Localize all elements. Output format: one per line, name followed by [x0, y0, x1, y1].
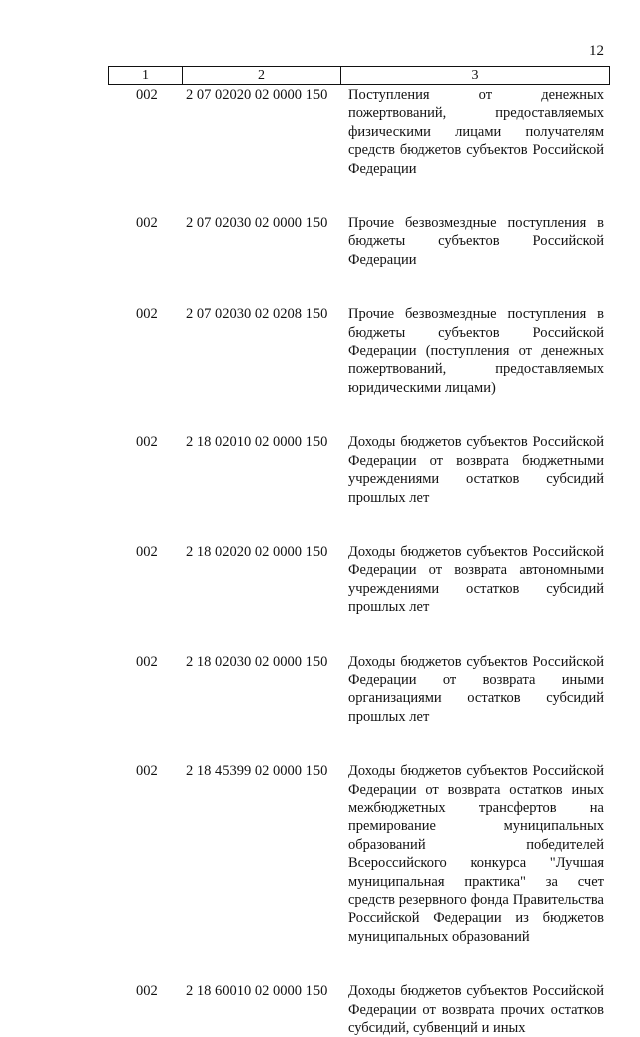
description-cell: Доходы бюджетов субъектов Российской Федерации от возврата автономными учреждениями остатков субсидий прошлых лет: [348, 543, 604, 616]
admin-code-cell: 002: [136, 983, 158, 1000]
table-row: [0, 982, 640, 1037]
description-cell: Доходы бюджетов субъектов Российской Федерации от возврата прочих остатков субсидий, субвенций и иных: [348, 983, 604, 1037]
description-cell: Доходы бюджетов субъектов Российской Федерации от возврата остатков иных межбюджетных трансфертов на премирование муниципальных образований победителей Всероссийского конкурса "Лучшая муниципальная практика" за счет средств резервного фонда Правительства Российской Федерации из бюджетов муниципальных образований: [348, 763, 604, 945]
table-row: [0, 543, 640, 617]
table-row: [0, 433, 640, 507]
admin-code-cell: 002: [136, 215, 158, 232]
admin-code-cell: 002: [136, 434, 158, 451]
table-row: [0, 305, 640, 397]
table-body: [0, 86, 640, 1037]
description-cell: Прочие безвозмездные поступления в бюджеты субъектов Российской Федерации (поступления от денежных пожертвований, предоставляемых юридическими лицами): [348, 306, 604, 396]
description-cell: Доходы бюджетов субъектов Российской Федерации от возврата иными организациями остатков субсидий прошлых лет: [348, 653, 604, 725]
admin-code-cell: 002: [136, 653, 158, 670]
header-col-2: 2: [183, 67, 341, 84]
admin-code-cell: 002: [136, 87, 158, 103]
table-header-row: [108, 66, 610, 85]
table-row: [0, 762, 640, 946]
header-col-3: 3: [471, 68, 479, 83]
table-row: [0, 653, 640, 727]
revenue-code-cell: 2 18 02020 02 0000 150: [186, 543, 328, 560]
revenue-code-cell: 2 18 02010 02 0000 150: [186, 434, 328, 451]
table-row: [0, 86, 640, 178]
page-number: 12: [589, 43, 604, 59]
admin-code-cell: 002: [136, 543, 158, 560]
admin-code-cell: 002: [136, 763, 158, 780]
revenue-code-cell: 2 18 02030 02 0000 150: [186, 653, 328, 670]
description-cell: Доходы бюджетов субъектов Российской Федерации от возврата бюджетными учреждениями остатков субсидий прошлых лет: [348, 434, 604, 506]
table-row: [0, 214, 640, 269]
revenue-code-cell: 2 07 02020 02 0000 150: [186, 87, 328, 103]
revenue-code-cell: 2 07 02030 02 0208 150: [186, 306, 328, 323]
revenue-code-cell: 2 07 02030 02 0000 150: [186, 215, 328, 232]
revenue-code-cell: 2 18 60010 02 0000 150: [186, 983, 328, 1000]
description-cell: Прочие безвозмездные поступления в бюджеты субъектов Российской Федерации: [348, 215, 604, 268]
admin-code-cell: 002: [136, 306, 158, 323]
description-cell: Поступления от денежных пожертвований, предоставляемых физическими лицами получателям средств бюджетов субъектов Российской Федерации: [348, 87, 604, 177]
revenue-code-cell: 2 18 45399 02 0000 150: [186, 763, 328, 780]
header-col-1: 1: [109, 67, 183, 84]
